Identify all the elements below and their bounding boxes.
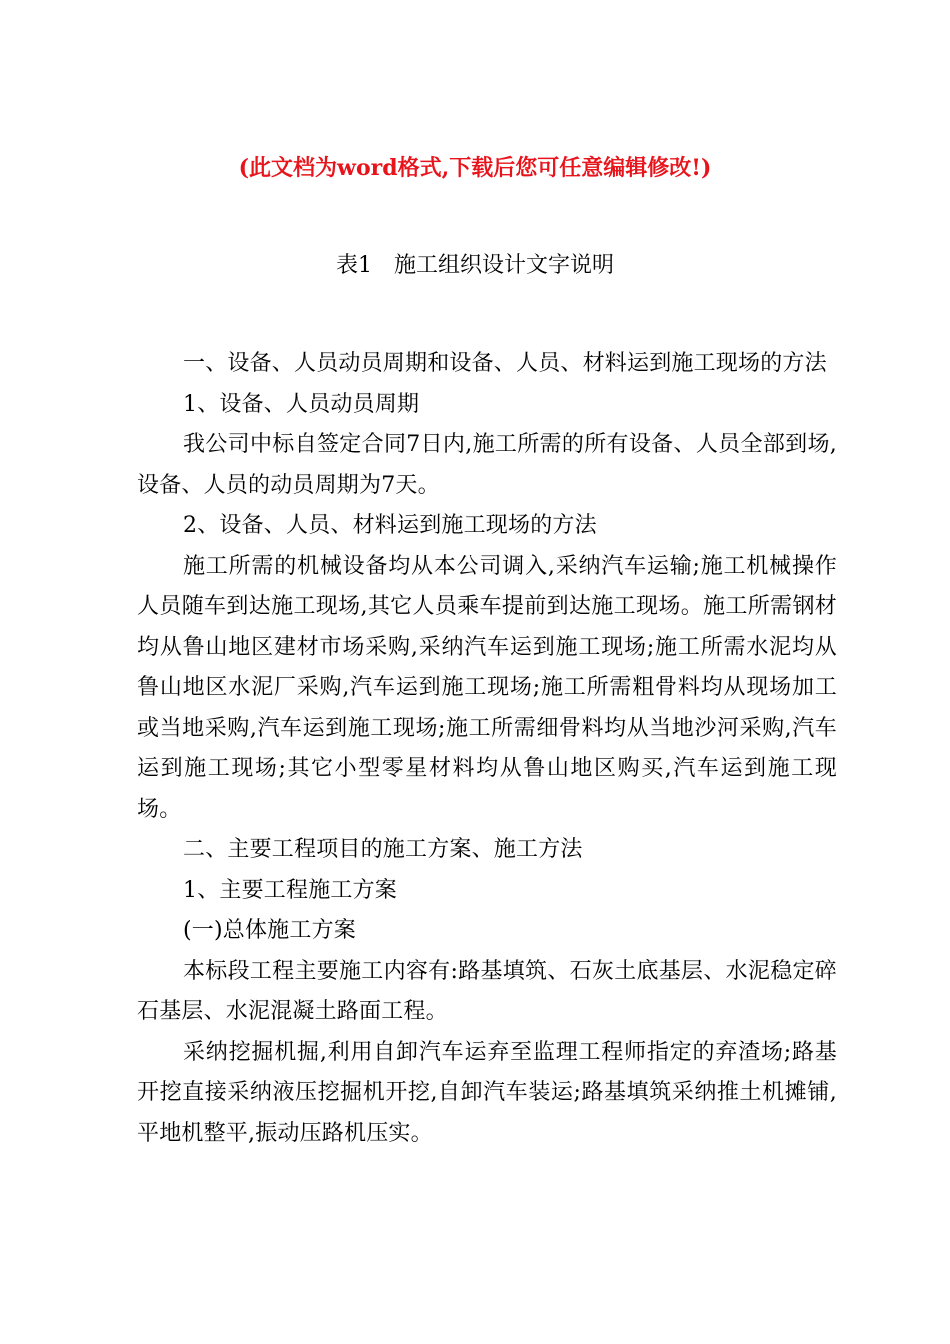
subsection-heading-1-1: 1、设备、人员动员周期 — [183, 391, 420, 417]
title-text: 施工组织设计文字说明 — [393, 253, 614, 278]
subsection-heading-2-1: 1、主要工程施工方案 — [183, 877, 397, 903]
paragraph: 我公司中标自签定合同7日内,施工所需的所有设备、人员全部到场,设备、人员的动员周期为7天。 — [137, 432, 837, 498]
section-heading-1: 一、设备、人员动员周期和设备、人员、材料运到施工现场的方法 — [183, 351, 827, 376]
document-title — [0, 249, 950, 283]
table-number: 表1 — [335, 253, 372, 278]
paragraph: 采纳挖掘机掘,利用自卸汽车运弃至监理工程师指定的弃渣场;路基开挖直接采纳液压挖掘机开挖,自卸汽车装运;路基填筑采纳推土机摊铺,平地机整平,振动压路机压实。 — [137, 1039, 837, 1146]
subsection-heading-1-2: 2、设备、人员、材料运到施工现场的方法 — [183, 513, 597, 538]
document-body — [137, 344, 837, 1154]
edit-notice: (此文档为word格式,下载后您可任意编辑修改!) — [238, 155, 712, 181]
paragraph: 本标段工程主要施工内容有:路基填筑、石灰土底基层、水泥稳定碎石基层、水泥混凝土路面工程。 — [137, 958, 837, 1024]
section-heading-2: 二、主要工程项目的施工方案、施工方法 — [183, 837, 583, 862]
paragraph: 施工所需的机械设备均从本公司调入,采纳汽车运输;施工机械操作人员随车到达施工现场,其它人员乘车提前到达施工现场。施工所需钢材均从鲁山地区建材市场采购,采纳汽车运到施工现场;施工所需水泥均从鲁山地区水泥厂采购,汽车运到施工现场;施工所需粗骨料均从现场加工或当地采购,汽车运到施工现场;施工所需细骨料均从当地沙河采购,汽车运到施工现场;其它小型零星材料均从鲁山地区购买,汽车运到施工现场。 — [137, 553, 837, 822]
subsection-heading-2-1-1: (一)总体施工方案 — [183, 918, 356, 943]
